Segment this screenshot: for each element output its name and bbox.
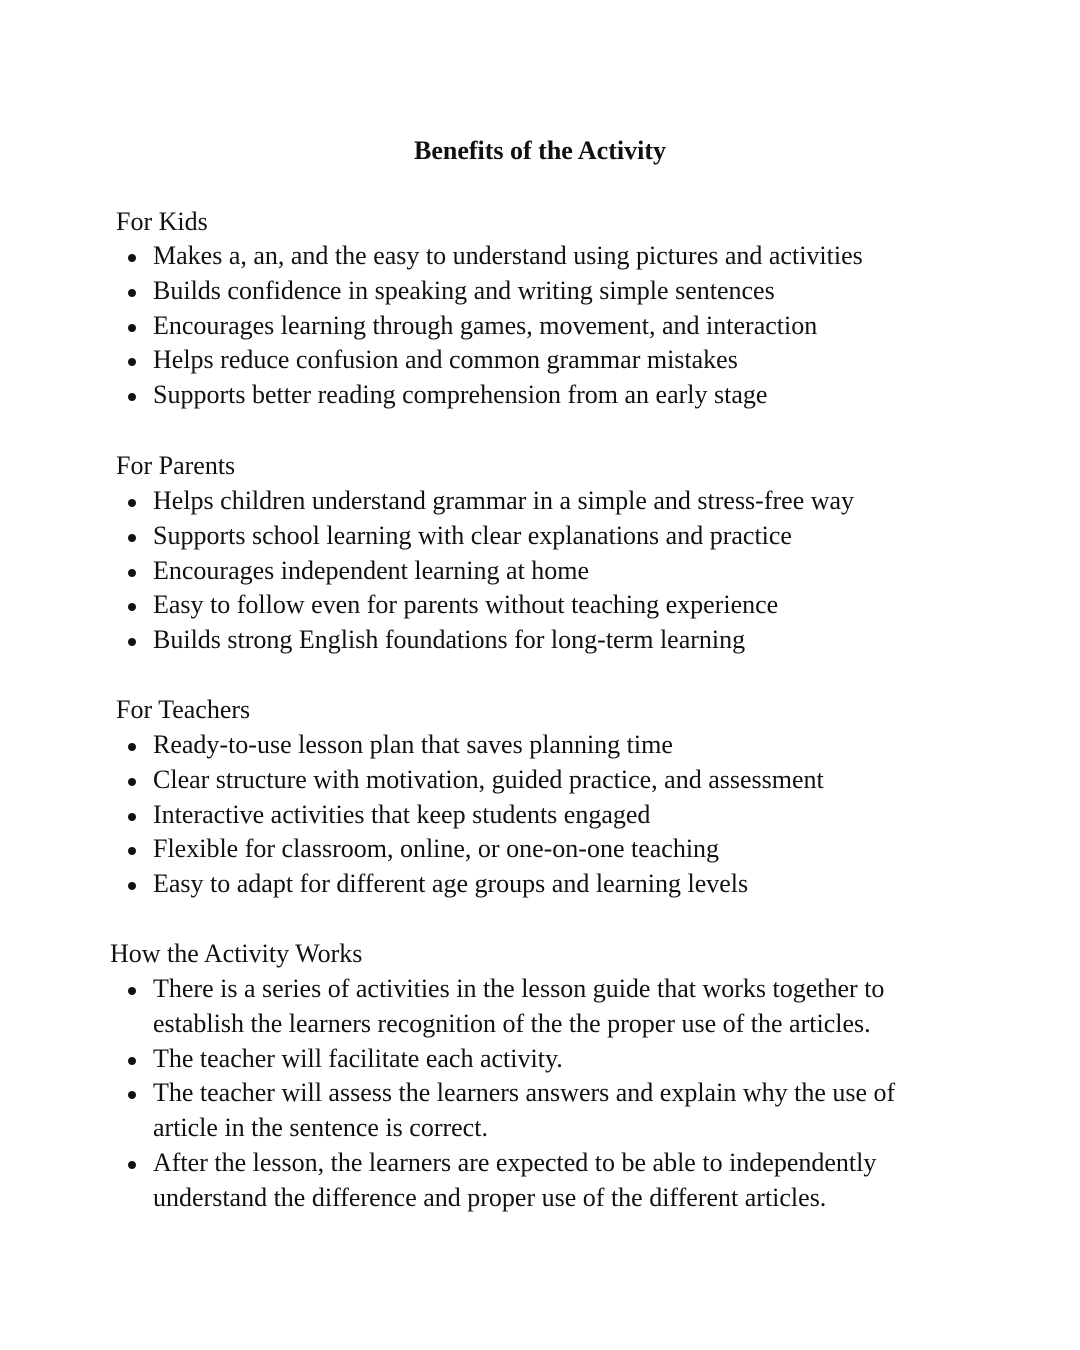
list-item: Helps reduce confusion and common grammar mistakes <box>0 343 933 378</box>
list-item: Flexible for classroom, online, or one-on-one teaching <box>0 832 933 867</box>
list-item: Makes a, an, and the easy to understand using pictures and activities <box>0 239 933 274</box>
section-heading: For Kids <box>116 207 208 236</box>
section-heading: For Parents <box>116 451 236 480</box>
section-heading: How the Activity Works <box>110 939 363 968</box>
section-heading: For Teachers <box>116 695 251 724</box>
list-item: The teacher will assess the learners answers and explain why the use of article in the sentence is correct. <box>0 1076 933 1146</box>
list-item: Builds confidence in speaking and writing simple sentences <box>0 274 933 309</box>
page-title: Benefits of the Activity <box>413 136 666 165</box>
list-item: Supports better reading comprehension from an early stage <box>0 378 933 413</box>
bullet-list <box>0 484 933 658</box>
list-item: Interactive activities that keep students engaged <box>0 798 933 833</box>
list-item: Encourages independent learning at home <box>0 554 933 589</box>
list-item: Ready-to-use lesson plan that saves planning time <box>0 728 933 763</box>
list-item: Helps children understand grammar in a simple and stress-free way <box>0 484 933 519</box>
list-item: Supports school learning with clear explanations and practice <box>0 519 933 554</box>
list-item: After the lesson, the learners are expected to be able to independently understand the difference and proper use of the different articles. <box>0 1146 933 1216</box>
list-item: The teacher will facilitate each activity. <box>0 1042 933 1077</box>
bullet-list <box>0 972 933 1216</box>
list-item: Encourages learning through games, movement, and interaction <box>0 309 933 344</box>
list-item: Easy to adapt for different age groups and learning levels <box>0 867 933 902</box>
bullet-list <box>0 239 933 413</box>
list-item: Clear structure with motivation, guided practice, and assessment <box>0 763 933 798</box>
list-item: Builds strong English foundations for long-term learning <box>0 623 933 658</box>
list-item: Easy to follow even for parents without teaching experience <box>0 588 933 623</box>
bullet-list <box>0 728 933 902</box>
list-item: There is a series of activities in the lesson guide that works together to establish the learners recognition of the the proper use of the articles. <box>0 972 933 1042</box>
